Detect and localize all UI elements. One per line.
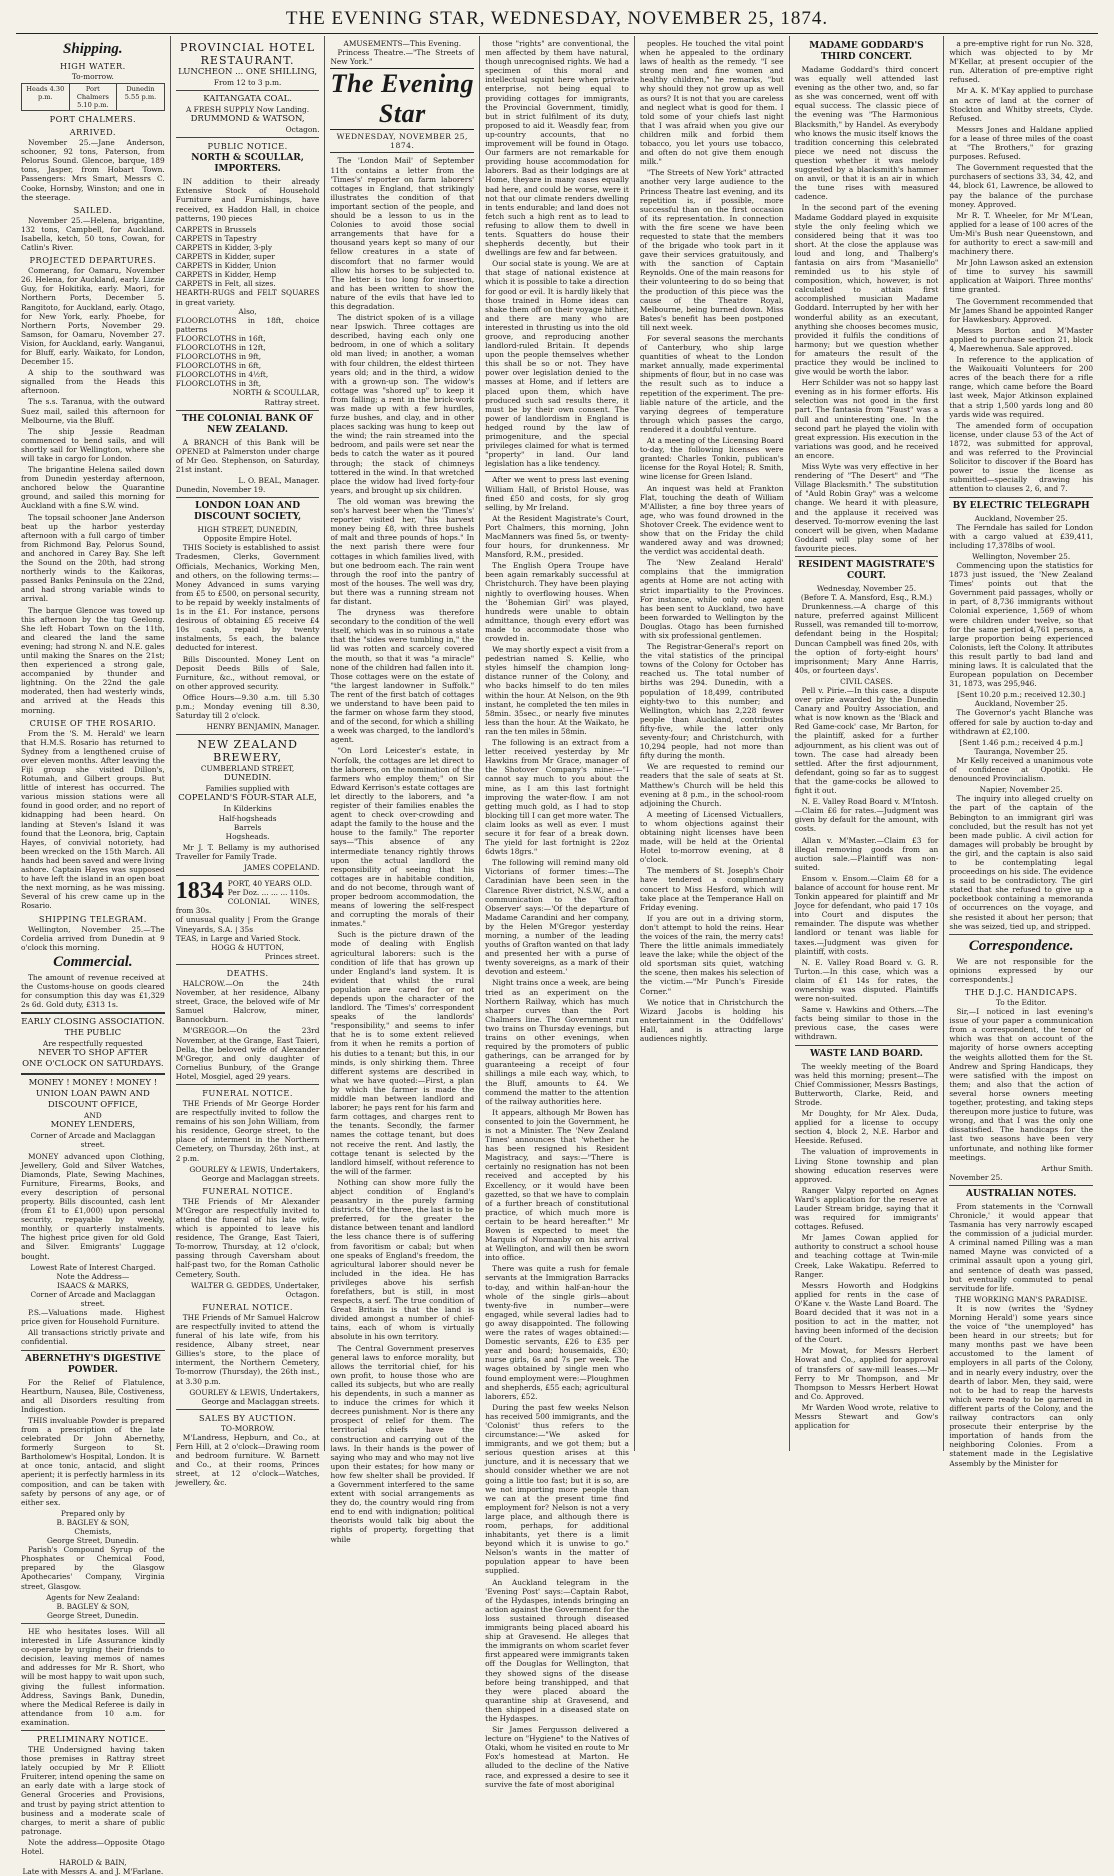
floorcloth-item: FLOORCLOTHS in 16ft,	[175, 333, 266, 343]
colonial-wines: COLONIAL WINES, from 30s.	[175, 897, 320, 916]
djc-date: November 25.	[949, 1172, 1003, 1182]
column-news-2	[635, 36, 790, 1451]
projected-heading: PROJECTED DEPARTURES.	[29, 255, 157, 266]
divider	[176, 1409, 320, 1410]
shipping-news-5: The topsail schooner Jane Anderson beat up the harbor yesterday afternoon with a full cargo of timber from Richmond Bay, Pelorus Sound, and anchored in Carey Bay. She left the Sound on the 20th, had strong northerly winds to the Kaikoras, passed Banks Peninsula on the 22nd, and had strong variable winds to arrival.	[21, 512, 165, 604]
waste-land-item: Mr Warden Wood wrote, relative to Messrs Stewart and Gow's application for	[794, 1402, 939, 1431]
news-item: The English Opera Troupe have been again remarkably successful at Christchurch. They have been playing nightly to overflowing houses. When the 'Bohemian Girl' was played, hundreds were unable to obtain admittance, though every effort was made to accommodate those who crowded in.	[485, 561, 629, 643]
leader-paragraph-1: The 'London Mail' of September 11th contains a letter from the 'Times's' reporter on farm laborers' cottages in England, that strikingly illustrates the condition of that important section of the people, and should be a lesson to us in the Colonies to avoid those social arrangements that have for a thousand years kept so many of our fellow creatures in a state of discomfort that no farmer would allow his horses to be subjected to. The letter is too long for insertion, and has been written to show the nature of the evils that have led to this degradation.	[330, 156, 475, 311]
arrived-heading: ARRIVED.	[69, 127, 116, 138]
divider	[176, 497, 320, 498]
news-item: After we went to press last evening William Hall, of Bristol House, was fined £50 and costs, for sly grog selling, by Mr Ireland.	[485, 475, 629, 512]
waste-land-item: Mr James Cowan applied for authority to construct a school house and teaching cottage at Twin-mile Creek, Lake Wakatipu. Referred to Ranger.	[794, 1233, 939, 1279]
telegraph-heading: BY ELECTRIC TELEGRAPH	[952, 500, 1090, 511]
divider	[21, 1623, 165, 1624]
port-year: 1834	[175, 878, 224, 905]
telegram-text: Mr Kelly received a unanimous vote of confidence at Opotiki. He denounced Provincialism.	[949, 755, 1094, 784]
floorcloth-item: FLOORCLOTHS in 4½ft,	[175, 370, 269, 380]
deaths-heading: DEATHS.	[226, 967, 269, 978]
column-shipping	[16, 36, 171, 1876]
newspaper-page	[16, 36, 1098, 1876]
goddard-concert-3: Herr Schilder was not so happy last evening as in his former efforts. His selection was not good in the first part. The fantasia from "Faust" was a dull and uninteresting one. In the second part he played the violin with great expression. His execution in the variations was good, and he received an encore.	[794, 378, 939, 460]
news-item: We may shortly expect a visit from a pedestrian named S. Kellie, who styles himself the champion long-distance runner of the Colony, and who backs himself to do ten miles within the hour. At Nelson, on the 9th instant, he completed the ten miles in 58min. 35sec., or nearly five minutes less than the hour. At the Waikato, he ran the ten miles in 58min.	[485, 645, 629, 736]
brewery-hogsheads: Hogsheads.	[225, 831, 270, 841]
bagley-chemists: Chemists,	[74, 1527, 112, 1536]
goddard-concert-4: Miss Wyte was very effective in her rendering of "The Desert" and "The Village Blacksmith." The substitution of "Auld Robin Gray" was a welcome change. We heard it with pleasure, and the applause it received was deserved. To-morrow evening the last concert will be given, when Madame Goddard will play some of her favourite pieces.	[794, 462, 939, 553]
waste-land-heading: WASTE LAND BOARD.	[810, 1048, 923, 1059]
funeral-notice-1-text: THE Friends of Mr George Horder are respectfully invited to follow the remains of his son John William, from his residence, George street, to the place of interment in the Northern Cemetery, on Thursday, 26th inst., at 2 p.m.	[175, 1098, 320, 1163]
carpet-item: CARPETS in Kidder, super	[175, 252, 275, 262]
hesitate-text: HE who hesitates loses. Will all interested in Life Assurance kindly co-operate by urging their friends to decision, leaving memos of names and addresses for Mr R. Short, who will be most happy to wait upon such, giving the fullest information. Address, Savings Bank, Dunedin, where the Medical Referee is daily in attendance from 10 a.m. for examination.	[21, 1626, 165, 1727]
section-correspondence-title: Correspondence.	[968, 937, 1074, 954]
cruise-heading: CRUISE OF THE ROSARIO.	[29, 717, 157, 728]
news-item: Night trains once a week, are being tried as an experiment on the Northern Railway, which has much sharper curves than the Port Chalmers line. The Government run two trains on Thursday evenings, but trains on other evenings, when required by the promoters of public gatherings, can be arranged for by guaranteeing a receipt of four shillings a mile each way, which, to the Bluff, amounts to £4. We commend the matter to the attention of the railway authorities here.	[485, 978, 629, 1106]
early-closing-heading: EARLY CLOSING ASSOCIATION.	[21, 1017, 165, 1028]
funeral-notice-1-signature: GOURLEY & LEWIS, Undertakers, George and Maclaggan streets.	[189, 1164, 320, 1183]
london-loan-heading: LONDON LOAN AND DISCOUNT SOCIETY,	[194, 501, 302, 523]
news-item: Sir James Fergusson delivered a lecture on "Hygiene" to the Natives of Otaki, whom he visited en route to Mr Fox's homestead at Marton. He alluded to the decline of the Native race, and expressed a desire to see it survive the fate of most aboriginal	[485, 1725, 629, 1789]
brewery-barrels: Barrels	[233, 822, 262, 832]
news-item: If you are out in a driving storm, don't attempt to hold the reins. Hear the voices of the rain, the merry cats! There the little animals immediately leave the lake; while the object of the old sportsman sits quiet, watching the scene, then makes his selection of the victim.—"Mr Punch's Fireside Corner."	[639, 913, 784, 996]
djc-signature: Arthur Smith.	[1041, 1163, 1094, 1173]
column-advertisements	[171, 36, 326, 1488]
floorcloths-list	[176, 316, 320, 389]
telegram-dateline: Auckland, November 25.	[974, 513, 1068, 523]
shipping-telegram-heading: SHIPPING TELEGRAM.	[38, 913, 147, 924]
carpet-item: CARPETS in Tapestry	[175, 233, 257, 243]
divider	[949, 497, 1093, 498]
harold-bain: HAROLD & BAIN,	[59, 1858, 127, 1868]
column-telegraph	[944, 36, 1098, 1468]
rm-court-before: (Before T. A. Mansford, Esq., R.M.)	[800, 593, 932, 603]
brewery-ale: COPELAND'S FOUR-STAR ALE,	[178, 793, 317, 804]
ad-kaitangata-coal	[176, 94, 320, 134]
carpet-item: CARPETS in Brussels	[175, 224, 257, 234]
divider	[176, 1084, 320, 1085]
public-notice-heading: PUBLIC NOTICE.	[207, 141, 288, 152]
goddard-concert-1: Madame Goddard's third concert was equally well attended last evening as the other two, and, so far as she was concerned, went off with equal success. The classic piece of the evening was "The Harmonious Blacksmith," by Handel. As everybody who knows the music itself knows the tradition concerning this celebrated piece we need not discuss the question whether it was melody suggested by a blacksmith's hammer on anvil, or that it is an air in which the tune rises with measured cadence.	[794, 65, 939, 202]
hogg-hutton: HOGG & HUTTON,	[211, 942, 284, 952]
union-corner: Corner of Arcade and Maclaggan street.	[30, 1131, 156, 1150]
prepared-by: Prepared only by	[60, 1508, 125, 1518]
carpet-item: CARPETS in Kidder, Hemp	[175, 270, 277, 280]
rm-court-date: Wednesday, November 25.	[816, 583, 917, 593]
telegram-text: The Ferndale has sailed for London with a cargo valued at £39,411, including 17,378lbs of wool.	[949, 522, 1094, 550]
hogg-hutton-address: Princes street.	[264, 951, 320, 961]
brewery-kilderkins: In Kilderkins	[223, 804, 272, 814]
waste-land-continued: a pre-emptive right for run No. 328, which was objected to by Mr M'Kellar, at present occupier of the run. Alteration of pre-emptive right refused.	[949, 39, 1094, 85]
floorcloth-item: FLOORCLOTHS in 6ft,	[175, 361, 262, 371]
rm-court-item: Drunkenness.—A charge of this nature, preferred against Millicent Russell, was remanded till to-morrow, defendant being in the Hospital; Duncan Campbell was fined 20s, with the option of forty-eight hours' imprisonment; Mary Anne Harris, 40s, or fourteen days'.	[794, 602, 939, 675]
telegram-text: Commencing upon the statistics for 1873 just issued, the 'New Zealand Times' points out that the Government paid passages, wholly or in part, of 8,736 immigrants without Colonial experience, 1,569 of whom were children under twelve, so that for the same period 4,761 persons, a large proportion being experienced Colonists, left the Colony. It attributes this result partly to bad land and mining laws. It is calculated that the European population on December 31, 1873, was 295,946.	[949, 560, 1094, 689]
waste-land-item: The weekly meeting of the Board was held this morning; present—The Chief Commissioner, Messrs Bastings, Butterworth, Clarke, Reid, and Strode.	[794, 1061, 939, 1107]
telegram-dateline: Auckland, November 25.	[974, 699, 1068, 709]
waste-land-continued: Messrs Jones and Haldane applied for a lease of three miles of the coast at "The Brothers," for grazing purposes. Refused.	[949, 124, 1094, 162]
sales-heading: SALES BY AUCTION.	[198, 1412, 297, 1423]
rm-court-heading: RESIDENT MAGISTRATE'S COURT.	[798, 559, 935, 581]
confidential-text: All transactions strictly private and confidential.	[21, 1328, 165, 1347]
dateline: WEDNESDAY, NOVEMBER 25, 1874.	[330, 132, 474, 153]
funeral-notice-3-heading: FUNERAL NOTICE.	[202, 1301, 293, 1312]
ad-provincial-hotel	[176, 41, 320, 87]
news-item: The following will remind many old Victorians of former times:—The Caradinian have been seen in the Clarence River district, N.S.W., and a communication to the 'Grafton Observer' says:—'Of the departure of Madame Carandini and her company, by the Helen M'Gregor yesterday morning, a number of the leading youths of Grafton wanted on that lady and presented her with a purse of twenty sovereigns, as a mark of their devotion and esteem.'	[485, 858, 629, 977]
also-label: Also,	[238, 306, 257, 316]
tide-port-chalmers: Port Chalmers 5.10 p.m.	[70, 84, 118, 110]
divider	[485, 471, 629, 472]
early-closing-line-4: ONE O'CLOCK ON SATURDAYS.	[22, 1059, 164, 1070]
leader-paragraph-6: Such is the picture drawn of the mode of dealing with English agricultural laborers: such is the condition of life that has grown up under England's land system. It is evident that whilst the rural population are cared for or not depends upon the character of the landlord. The 'Times's' correspondent speaks of the landlords' "responsibility," and seems to infer that he is to some extent relieved from it when he remits a portion of his duties to a tenant; but this, in our minds, is only shirking them. Three different systems are described in what we have quoted:—First, a plan by which the farmer is made the middle man between landlord and laborer; he pays rent for his farm and farm cottages, and charges rent to the tenants. Secondly, the farmer names the cottage tenant, but does not receive the rent. And lastly, the cottage tenant is selected by the landlord himself, without reference to the will of the farmer.	[330, 930, 475, 1176]
sailed-heading: SAILED.	[73, 204, 113, 215]
port-price: Per Doz. ... ... ... 110s.	[227, 888, 311, 898]
news-item: There was quite a rush for female servants at the Immigration Barracks to-day, and within half-an-hour the whole of the single girls—about twenty-five in number—were engaged, while several ladies had to go away disappointed. The following were the rates of wages obtained:—Domestic servants, £26 to £35 per year and board; housemaids, £30; nurse girls, 6s and 7s per week. The wages obtained by single men who found employment were:—Ploughmen and shepherds, £55 each; agricultural laborers, £52.	[485, 1264, 629, 1401]
djc-letter: Sir,—I noticed in last evening's issue of your paper a communication from a correspondent, the tenor of which was that on account of the majority of horse owners accepting the weights allotted them for the St. Andrew and Spring Handicaps, they were satisfied with the impost on them; and also that the action of several horse owners meeting together, protesting, and taking steps thereupon more justice to future, was wrong, and that I was the only one dissatisfied. The handicaps for the last two seasons have been very unfortunate, and nothing like former meetings.	[949, 1007, 1094, 1162]
masthead: THE EVENING STAR, WEDNESDAY, NOVEMBER 25, 1874.	[16, 8, 1098, 34]
floorcloth-item: FLOORCLOTHS in 9ft,	[175, 352, 262, 362]
australian-notes-2: It is now (writes the 'Sydney Morning Herald') some years since the voice of "the unemployed" has been heard in our streets; but for many months past we have been accustomed to the lament of employers in all parts of the Colony, and in nearly every industry, over the dearth of labor. Men, they said, were not to be had to reap the harvests which were ready to be garnered in different parts of the Colony, and the railway contractors can only prosecute their enterprise by the importation of hands from the neighboring Colonies. From a statement made in the Legislative Assembly by the Minister for	[949, 1303, 1094, 1468]
divider	[176, 137, 320, 138]
section-shipping-title: Shipping.	[63, 41, 123, 57]
early-closing-line-3: NEVER TO SHOP AFTER	[38, 1048, 148, 1059]
money-heading: MONEY ! MONEY ! MONEY !	[28, 1078, 158, 1089]
rm-court-item: Pell v. Pirie.—In this case, a dispute over prize awarded by the Dunedin Canary and Poultry Association, and what is now known as the 'Black and Red Game-cock' case, Mr Barton, for the plaintiff, asked for a further adjournment, as his client was out of town. The case had already been settled. After the first adjournment, defendant, going so far as to suggest that the game-cocks be allowed to fight it out.	[794, 686, 939, 796]
north-scoullar-text: IN addition to their already Extensive Stock of Household Furniture and Furnishings, have received, ex Haddon Hall, in choice patterns, 190 pieces	[175, 177, 320, 223]
cruise-text: From the 'S. M. Herald' we learn that H.M.S. Rosario has returned to Sydney from a lengthened cruise of over eleven months. After leaving the Fiji group she visited Dillon's, Rotumah, and Gilbert groups. But little of interest has occurred. The various mission stations were all found in good order, and no report of kidnapping had been heard. On landing at Steven's Island it was found that the Leonora, brig, Captain Hayes, of convivial notoriety, had been wrecked on the 15th March. All hands had been saved and were living ashore. Captain Hayes was supposed to have left the island in an open boat the next morning, as he was missing. Several of his crew came up in the Rosario.	[21, 728, 165, 911]
floorcloth-item: FLOORCLOTHS in 3ft,	[175, 379, 262, 389]
brewery-traveller: Mr J. T. Bellamy is my authorised Traveller for Family Trade.	[175, 842, 320, 861]
london-loan-text: THIS Society is established to assist Tradesmen, Clerks, Government Officials, Mechanics, Working Men, and others, on the following terms:— Money Advanced in sums varying from £5 to £500, on personal security, to be repaid by weekly instalments of 1s in the £1. For instance, persons desirous of obtaining £5 receive £4 10s cash, repaid by twenty instalments, 5s each, the balance deducted for interest.	[175, 543, 320, 653]
waste-land-item: Mr Mowat, for Messrs Herbert Howat and Co., applied for approval of transfers of saw-mill leases.—Mr Ferry to Mr Thompson, and Mr Thompson to Messrs Herbert Howat and Co. Approved.	[794, 1346, 939, 1401]
preliminary-heading: PRELIMINARY NOTICE.	[36, 1733, 149, 1744]
column-news-1	[480, 36, 635, 1789]
waste-land-continued: Mr John Lawson asked an extension of time to survey his sawmill application at Waipori. Three months' time granted.	[949, 258, 1094, 295]
telegram-text: The inquiry into alleged cruelty on the part of the captain of the Bebington to an immigrant girl was concluded, but the result has not yet been made public. A civil action for damages will probably be brought by the girl, and the captain is also said to be contemplating legal proceedings on his side. The evidence is said to be contradictory. The girl stated that she refused to give up a pocketbook containing a memoranda of occurrences on the voyage, and she resisted it about her person; that she was seized, tied up, and stripped.	[949, 794, 1094, 931]
waste-land-continued: The amended form of occupation license, under clause 53 of the Act of 1872, was submitted for approval, and was referred to the Provincial Solicitor to discover if the Board has power to issue the license as submitted—specially drawing his attention to clauses 2, 6, and 7.	[949, 420, 1094, 494]
carpet-item: CARPETS in Kidder, 3-ply	[175, 242, 273, 252]
rm-court-item: Allan v. M'Master.—Claim £3 for illegal removing goods from an auction sale.—Plaintiff was non-suited.	[794, 835, 939, 872]
divider	[176, 90, 320, 91]
waste-land-continued: In reference to the application of the Waikouaiti Volunteers for 200 acres of the beach there for a rifle range, which came before the Board last week, Major Atkinson explained that a strip 1,500 yards long and 80 yards wide was required.	[949, 355, 1094, 419]
nameplate: The Evening Star	[330, 69, 475, 129]
leader-paragraph-5: "On Lord Leicester's estate, in Norfolk, the cottages are let direct to the laborers, on the nomination of the farmers who employ them;" on Sir Edward Kerrison's estate cottages are let directly to the laborers, and "a register of their families enables the agent to check over-crowding and adapt the family to the house and the house to the family." The reporter says—"This absence of any intermediate tenancy rightly throws upon the actual landlord the responsibility of seeing that his cottages are in habitable condition, and do not become, through want of proper bedroom accommodation, the means of lowering the self-respect and corrupting the morals of their inmates."	[330, 746, 475, 929]
funeral-notice-3-text: THE Friends of Mr Samuel Halcrow are respectfully invited to attend the funeral of his late wife, from his residence, Albany street, near Gillies's store, to the place of interment, the Northern Cemetery, To-morrow (Thursday), the 26th inst., at 3.30 p.m.	[175, 1312, 320, 1386]
early-closing-line-1: THE PUBLIC	[64, 1028, 122, 1039]
shipping-telegram-text: Wellington, November 25.—The Cordelia arrived from Dunedin at 9 o'clock this morning.	[21, 924, 165, 952]
isaacs-marks: ISAACS & MARKS,	[56, 1280, 129, 1290]
abernethy-sub: For the Relief of Flatulence, Heartburn, Nausea, Bile, Costiveness, and all Disorders resulting from Indigestion.	[21, 1377, 165, 1414]
australian-notes-subheading: THE WORKING MAN'S PARADISE.	[954, 1294, 1088, 1304]
divider	[21, 1350, 165, 1351]
colonial-bank-text: A BRANCH of this Bank will be OPENED at Palmerston under charge of Mr Geo. Stephenson, on Saturday, 21st instant.	[175, 437, 320, 474]
death-notice-1: HALCROW.—On the 24th November, at her residence, Albany street, Grace, the beloved wife of Mr Samuel Halcrow, miner, Bannockburn.	[175, 978, 320, 1025]
telegram-dateline: Wellington, November 25.	[972, 551, 1071, 561]
parish-text: Parish's Compound Syrup of the Phosphates or Chemical Food, prepared by the Glasgow Apothecaries' Company, Virginia street, Glasgow.	[21, 1545, 165, 1591]
news-item: For several seasons the merchants of Canterbury, who ship large quantities of wheat to the London market annually, made experimental shipments of flour, but in no case was the result such as to induce a repetition of the experiment. The pre-liable nature of the article, and the varying degrees of temperature through which passes the cargo, rendered it a doubtful venture.	[639, 334, 784, 434]
sailed-text: November 25.—Helena, brigantine, 132 tons, Campbell, for Auckland. Isabella, ketch, 50 tons, Cowan, for Catlin's River.	[21, 215, 165, 253]
port-heading: PORT, 40 YEARS OLD.	[227, 879, 313, 889]
shipping-news-3: The ship Jessie Readman commenced to bend sails, and will shortly sail for Wellington, where she will take in cargo for London.	[21, 426, 165, 463]
bagley-name: B. BAGLEY & SON,	[56, 1517, 130, 1527]
correspondence-note: We are not responsible for the opinions expressed by our correspondents.]	[949, 956, 1094, 984]
waste-land-continued: Messrs Borton and M'Master applied to purchase section 21, block 4, Maerewhenua. Sale approved.	[949, 325, 1094, 353]
bagley-street: George Street, Dunedin.	[46, 1536, 139, 1546]
shipping-news-6: The barque Glencoe was towed up this afternoon by the tug Geelong. She left Hobart Town on the 11th, and cleared the land the same evening; had strong N. and N.E. gales until making the Snares on the 21st; then experienced a strong gale, accompanied by thunder and lightning. On the 22nd the gale moderated, then had westerly winds, and arrived at the Heads this morning.	[21, 605, 165, 715]
news-item: It appears, although Mr Bowen has consented to join the Government, he is not a Minister. The 'New Zealand Times' announces that 'whether he has been resigned his Resident Magistracy, and says:—"There is certainly no resignation has not been received and accepted by his Excellency, or it would have been gazetted, so that we have to complain of a further breach of constitutional practice, of which much more is certain to be heard hereafter."' Mr Bowen is expected to meet the Marquis of Normanby on his arrival at Wellington, and will then be sworn into office.	[485, 1107, 629, 1263]
carpet-item: CARPETS in Felt, all sizes.	[175, 279, 276, 289]
waste-land-continued: Mr A. K. M'Kay applied to purchase an acre of land at the corner of Stockton and Whitby streets, Clyde. Refused.	[949, 86, 1094, 123]
telegram-sent: [Sent 10.20 p.m.; received 12.30.]	[957, 690, 1086, 700]
leader-paragraph-4: The dryness was therefore secondary to the condition of the well itself, which was in so ruinous a state that the "sides were tumbling in," the lid was rotten and scarcely covered the mouth, so that it was "a miracle" none of the children had fallen into it. Those cottages were on the estate of "the largest landowner in Suffolk." The rent of the first batch of cottages we understand to have been paid to the farmer on whose farm they stood, and of the second, for which a shilling a week was charged, to the landlord's agent.	[330, 608, 475, 745]
death-notice-2: M'GREGOR.—On the 23rd November, at the Grange, East Taieri, Della, the beloved wife of Alexander M'Gregor, and only daughter of Cornelius Bunbury, of the Grange Hotel, Mosgiel, aged 29 years.	[175, 1026, 320, 1081]
divider	[176, 964, 320, 965]
hotel-heading: PROVINCIAL HOTEL RESTAURANT.	[179, 41, 316, 67]
agents-heading: Agents for New Zealand:	[46, 1592, 140, 1602]
waste-land-continued: The Government recommended that Mr James Shand be appointed Ranger for Hawkesbury. Approved.	[949, 296, 1094, 324]
carpet-item: CARPETS in Kidder, Union	[175, 261, 277, 271]
waste-land-item: Ranger Valpy reported on Agnes Ward's application for the reserve at Lauder Stream bridge, saying that it was required for immigrants' cottages. Refused.	[794, 1185, 939, 1232]
colonial-bank-signature: L. O. BEAL, Manager.	[238, 476, 320, 485]
luncheon-line: LUNCHEON ... ONE SHILLING,	[178, 67, 318, 77]
sales-text: M'Landress, Hepburn, and Co., at Fern Hill, at 2 o'clock—Drawing room and bedroom furniture. W. Barnett and Co., at their rooms, Princes street, at 12 o'clock—Watches, jewellery, &c.	[175, 1432, 320, 1488]
union-lenders: MONEY LENDERS,	[50, 1120, 136, 1131]
goddard-concert-2: In the second part of the evening Madame Goddard played in exquisite style the only feeling which we considered being that it was too short. At the close the applause was loud and long, and Thalberg's fantasia on airs from "Masaniello" reminded us to his style of composition, which, however, is not calculated to attain first accomplished musician Madame Goddard. Interrupted by her with her wonderful ability as an executant, anything she chooses becomes music, provided it fulfils the conditions of harmony; but we question whether for amateurs the result of the practice they would be inclined to give would be worth the labor.	[794, 203, 939, 377]
news-item: The 'New Zealand Herald' complains that the immigration agents at Home are not acting with strict impartiality to the Provinces. For instance, while only one agent has been sent to Auckland, two have been forwarded to Wellington by the Douglas. Otago has been furnished with six professional gentlemen.	[639, 558, 784, 640]
shipping-news-1: A ship to the southward was signalled from the Heads this afternoon.	[21, 368, 165, 396]
djc-heading: THE D.J.C. HANDICAPS.	[964, 987, 1078, 997]
brewery-signature: JAMES COPELAND.	[243, 863, 320, 872]
abernethy-heading: ABERNETHY'S DIGESTIVE POWDER.	[24, 1353, 161, 1375]
london-loan-address: HIGH STREET, DUNEDIN,	[197, 525, 298, 535]
waste-land-item: Messrs Howorth and Hodgkins applied for rents in the case of O'Kane v. the Waste Land Board. The Board decided that it was not in a position to act in the matter, not having been informed of the decision of the Court.	[794, 1280, 939, 1345]
leader-continued-1: those "rights" are conventional, the men affected by them have natural, though unrecognised rights. We had a specimen of this moral and intellectual squint here when private enterprise, not being equal to providing cottages for immigrants, the Provincial Government, timidly, but in strict fulfilment of its duty, proposed to aid it. Weasdly fear, from up-country accounts, that no improvement will be found in Otago. Our farmers are not remarkable for providing house accommodation for laborers. Bad as their lodgings are at Home, theyare in many cases equally bad here, and could be worse, were it not that our climate renders dwelling in tents endurable; and land does not fetch such a high rent as to lead to refusing to allow them to dwell in tents. Squatters do house their shepherds decently, but their dwellings are few and far between.	[485, 39, 629, 258]
leader-paragraph-7: Nothing can show more fully the abject condition of England's peasantry in the purely farming districts. Of the three, the last is to be preferred, for the greater the distance between tenant and landlord the less chance there is of suffering from favoritism or cabal; but when one speaks of England's freedom, the agricultural laborer should never be included in the idea. He has privileges above his serfish forefathers, but is still, in most respects, a serf. The true condition of Great Britain is that the land is divided amongst a number of chief-tains, each of whom is virtually absolute in his own territory.	[330, 1177, 475, 1342]
teas-line: TEAS, in Large and Varied Stock.	[175, 933, 301, 943]
column-reports	[790, 36, 945, 1451]
colonial-bank-date: Dunedin, November 19.	[175, 485, 266, 495]
early-closing-line-2: Are respectfully requested	[42, 1039, 143, 1049]
news-item: "The Streets of New York" attracted another very large audience to the Princess Theatre last evening, and its repetition is, if possible, more successful than on the first occasion of its representation. In connection with the fire scene we have been requested to state that the members of the brigade who took part in it gave their services gratuitously, and with the sanction of Captain Reynolds. One of the main reasons for their volunteering to do so being that the production of this piece was the cause of the Theatre Royal, Melbourne, being burned down. Miss Bates's benefit has been postponed till next week.	[639, 168, 784, 332]
preliminary-text: THE Undersigned having taken those premises in Rattray street lately occupied by Mr P. Elliott Fruiterer, intend opening the same on an early date with a large stock of General Groceries and Provisions, and trust by paying strict attention to business and a moderate scale of charges, to merit a share of public patronage.	[21, 1744, 165, 1836]
news-item: The members of St. Joseph's Choir have tendered a complimentary concert to Miss Hesford, which will take place at the Temperance Hall on Friday evening.	[639, 866, 784, 912]
rm-court-item: Ensom v. Ensom.—Claim £8 for a balance of account for house rent. Mr Tonkin appeared for plaintiff and Mr Joyce for defendant, who paid 17 10s into Court and disputes the remainder. The dispute was whether landlord or tenant was liable for taxes.—Judgment was given for plaintiff, with costs.	[794, 873, 939, 956]
london-loan-manager: HENRY BENJAMIN, Manager.	[206, 722, 320, 732]
news-item: A meeting of Licensed Victuallers, to whom objections against their obtaining night licenses have been made, will be held at the Oriental Hotel to-morrow evening, at 8 o'clock.	[639, 809, 784, 865]
divider	[176, 410, 320, 411]
colonial-bank-heading: THE COLONIAL BANK OF NEW ZEALAND.	[181, 413, 314, 435]
waste-land-continued: The Government requested that the purchasers of sections 33, 34, 42, and 44, block 61, Lawrence, be allowed to pay the balance of the purchase money. Approved.	[949, 163, 1094, 209]
goddard-concert-heading: MADAME GODDARD'S THIRD CONCERT.	[809, 41, 924, 62]
tide-sub: To-morrow.	[71, 72, 114, 81]
divider	[21, 1730, 165, 1731]
abernethy-text: THIS invaluable Powder is prepared from a prescription of the late celebrated Dr John Abernethy, formerly Surgeon to St. Bartholomew's Hospital, London. It is at once tonic, antacid, and slight aperient; it is perfectly harmless in its composition, and can be taken with safety by persons of any age, or of either sex.	[21, 1415, 165, 1507]
ad-union-loan	[21, 1078, 165, 1149]
news-item: peoples. He touched the vital point when he appealed to the ordinary laws of health as the remedy. "I see strong men and fine women and healthy children," he remarks, "but why should they not grow up as well as ours? It is not that you are careless and neglect what is good for them. I told some of your chiefs last night that I was afraid when you give our children milk and forbid them tobacco, you let yours use tobacco, and often do not give them enough milk."	[639, 39, 784, 167]
bagley-street-2: George Street, Dunedin.	[46, 1610, 139, 1620]
brewery-families: Families supplied with	[205, 784, 290, 794]
divider	[795, 1045, 939, 1046]
australian-notes-1: From statements in the 'Cornwall Chronicle,' it would appear that Tasmania has very narrowly escaped the commission of a judicial murder. A criminal named Pilling was a man named Mayne was convicted of a criminal assault upon a young girl, and sentence of death was passed, but eventually commuted to penal servitude for life.	[949, 1201, 1094, 1293]
news-item: The following is an extract from a letter received yesterday by Mr Hawkins from Mr Grace, manager of the Shotover Company's mine:—"I cannot say much to you about the mine, as I am this last fortnight improving the water-flow. I am not getting much gold, as I had to stop blocking till I can get more water. The claim looks as well as ever. I must secure it for fear of a break down. The yield for last fortnight is 22oz 6dwts 18grs."	[485, 738, 629, 857]
rm-court-item: N. E. Valley Road Board v. M'Intosh.—Claim £6 for rates.—Judgment was given by default for the amount, with costs.	[794, 797, 939, 834]
port-heading: PORT CHALMERS.	[49, 114, 137, 125]
note-address: Note the Address—	[56, 1271, 130, 1281]
amusements-heading: AMUSEMENTS—This Evening.	[343, 39, 462, 48]
leader-paragraph-2: The district spoken of is a village near Ipswich. Three cottages are described, having each only one bedroom, in one of which a solitary old man lived; in another, a woman with four children, the eldest thirteen years old; and in the third, a widow with a grown-up son. The widow's cottage was "shored up" to keep it from falling; a rent in the brick-work was made up with a few hurdles, furze bushes, and clay, and in other places sacking was hung to keep out the wind; the rain streamed into the bedroom, and pails were set near the beds to catch the water as it poured through; the stack of chimneys tottered in the wind. In that wretched place the widow had lived forty-four years, and brought up six children.	[330, 313, 475, 495]
brewery-city: DUNEDIN.	[223, 773, 272, 784]
brewery-street: CUMBERLAND STREET,	[200, 764, 295, 774]
bagley-name-2: B. BAGLEY & SON,	[56, 1601, 130, 1611]
carpets-list	[176, 225, 320, 307]
luncheon-time: From 12 to 3 p.m.	[213, 78, 282, 87]
london-loan-hours: Office Hours—9.30 a.m. till 5.30 p.m.; Monday evening till 8.30, Saturday till 2 o'clock.	[175, 692, 320, 721]
news-item: During the past few weeks Nelson has received 500 immigrants, and the 'Colonist' thus refers to the circumstance:—"We asked for immigrants, and we got them; but a serious question arises at this juncture, and it is necessary that we should consider whether we are not going a little too fast; but it is so, are we not importing more people than we can at the present time find employment for? Nelson is not a very large place, and although there is room, perhaps, for additional inhabitants, yet there is a limit beyond which it is unwise to go." Nelson's wants in the matter of population appear to have been supplied.	[485, 1402, 629, 1576]
rm-court-item: Same v. Hawkins and Others.—The facts being similar to those in the previous case, the cases were withdrawn.	[794, 1005, 939, 1042]
funeral-notice-2-text: THE Friends of Mr Alexander M'Gregor are respectfully invited to attend the funeral of his late wife, which is appointed to leave his residence, The Grange, East Taieri, To-morrow, Thursday, at 12 o'clock, passing through Caversham about half-past two, for the Roman Catholic Cemetery, South.	[175, 1196, 320, 1279]
leader-paragraph-8: The Central Government preserves general laws to enforce morality, but allows the territorial chief, for his own profit, to house those who are called its subjects, but who are really his dependents, in such a manner as to induce the crimes for which it decrees punishment. Nor is there any prospect of relief for them. The territorial chiefs have the construction and carrying out of the laws. In their hands is the power of saying who may and who may not live upon their estates; for how many or how few shelter shall be provided. If a Government interfered to the same extent with social arrangements as they do, the country would ring from end to end with indignation; political theorists would talk big about the rights of property, forgetting that while	[330, 1343, 475, 1544]
shipping-news-4: The brigantine Helena sailed down from Dunedin yesterday afternoon, anchored below the Quarantine ground, and sailed this morning for Auckland with a fine S.W. wind.	[21, 465, 165, 511]
news-item: We notice that in Christchurch the Wizard Jacobs is holding his entertainment in the Oddfellows' Hall, and is attracting large audiences nightly.	[639, 997, 784, 1044]
north-scoullar-signature: NORTH & SCOULLAR,	[232, 388, 320, 398]
funeral-notice-1-heading: FUNERAL NOTICE.	[202, 1087, 293, 1098]
tide-heading: HIGH WATER.	[59, 61, 126, 71]
column-leader	[325, 36, 480, 1544]
divider	[176, 875, 320, 876]
telegram-sent: [Sent 1.46 p.m.; received 4 p.m.]	[959, 737, 1083, 747]
london-loan-opposite: Opposite Empire Hotel.	[203, 534, 292, 544]
union-heading: UNION LOAN PAWN AND DISCOUNT OFFICE,	[35, 1089, 150, 1111]
preliminary-address: Note the address—Opposite Otago Hotel.	[21, 1837, 165, 1856]
divider	[21, 1012, 165, 1014]
ad-early-closing	[21, 1017, 165, 1070]
carpet-item: HEARTH-RUGS and FELT SQUARES in great variety.	[175, 288, 320, 307]
news-item: At the Resident Magistrate's Court, Port Chalmers, this morning, John MacManners was fined 5s, or twenty-four hours, for drunkenness. Mr Mansford, R.M., presided.	[485, 513, 629, 560]
leader-paragraph-3: The old woman was brewing the son's harvest beer when the 'Times's' reporter visited her, "his harvest money being £8, with three bushels of malt and three pounds of hops." In the next parish there were four cottages in which families lived, with but one bedroom each. The rain went through the roof into the pantry of most of the houses. The well was dry, but there was a running stream not far distant.	[330, 496, 475, 606]
divider	[795, 556, 939, 557]
union-and: AND	[83, 1111, 102, 1121]
funeral-notice-2-heading: FUNERAL NOTICE.	[202, 1185, 293, 1196]
ad-port-wine	[175, 878, 320, 905]
tide-dunedin: Dunedin 5.55 p.m.	[124, 85, 157, 102]
valuations-text: P.S.—Valuations made. Highest price given for Household Furniture.	[21, 1308, 165, 1327]
floorcloth-item: FLOORCLOTHS in 12ft,	[175, 342, 266, 352]
amusements-text: Princess Theatre.—"The Streets of New York."	[330, 48, 475, 67]
commercial-text: The amount of revenue received at the Customs-house on goods cleared for consumption this day was £1,329 2s 6d. Gold duty, £313 1s.	[21, 972, 165, 1010]
coal-fresh: A FRESH SUPPLY Now Landing.	[186, 105, 310, 115]
coal-heading: KAITANGATA COAL.	[203, 94, 292, 105]
news-item: The Registrar-General's report on the vital statistics of the principal towns of the Colony for October has reached us. The total number of births was 294. Dunedin, with a population of 18,499, contributed eighty-two to this number; and Wellington, which has 2,228 fewer people than Auckland, contributes fifty-five, while the latter only seventy-four; and Christchurch, with 10,294 people, had not more than fifty during the month.	[639, 642, 784, 761]
waste-land-continued: Mr R. T. Wheeler, for Mr M'Lean, applied for a lease of 100 acres of the Um-Mi's Bush near Queenstown, and for authority to erect a saw-mill and machinery there.	[949, 210, 1094, 257]
leader-continued-2: Our social state is young. We are at that stage of national existence at which it is possible to take a direction for good or evil. It is hardly likely that those trained in Home ideas can shake them off on their voyage hither, and there are many who are interested in thrusting us into the old groove, and reproducing another landlord-ruled Britain. It depends upon the people themselves whether this shall be so or not. They have power over legislation denied to the masses at Home, and if letters are placed upon them, which have produced such sad results there, it must be by their own consent. The power of landlordism in England is hedged round by the law of primogeniture, and the special privileges claimed for what is termed "property" in land. Our land legislation has a like tendency.	[485, 259, 629, 469]
london-loan-bills: Bills Discounted. Money Lent on Deposit Deeds Bills of Sale, Furniture, &c., without removal, or on other approved security.	[175, 654, 320, 691]
floorcloth-item: FLOORCLOTHS in 18ft, choice patterns	[175, 315, 320, 334]
drummond-watson: DRUMMOND & WATSON,	[190, 114, 305, 125]
australian-notes-heading: AUSTRALIAN NOTES.	[966, 1188, 1077, 1199]
divider	[949, 1185, 1093, 1186]
waste-land-item: The valuation of improvements in Living Stone township and plan showing education reserves were approved.	[794, 1147, 939, 1184]
waste-land-item: Mr Doughty, for Mr Alex. Duda, applied for a license to occupy section 4, block 2, N.E. Harbor and Heeside. Refused.	[794, 1109, 939, 1146]
divider	[176, 734, 320, 735]
telegram-text: The Governor's yacht Blanche was offered for sale by auction to-day and withdrawn at £2,100.	[949, 708, 1094, 736]
telegram-dateline: Napier, November 25.	[979, 785, 1063, 795]
tide-table	[21, 83, 165, 111]
shipping-news-2: The s.s. Taranua, with the outward Suez mail, sailed this afternoon for Melbourne, via the Bluff.	[21, 397, 165, 425]
ad-nz-brewery	[176, 738, 320, 841]
lowest-rate: Lowest Rate of Interest Charged.	[30, 1262, 156, 1272]
north-scoullar-address: Rattray street.	[264, 397, 320, 407]
isaacs-address: Corner of Arcade and Maclaggan street.	[30, 1289, 156, 1309]
drummond-octagon: Octagon.	[285, 125, 320, 135]
telegram-dateline: Tauranga, November 25.	[974, 746, 1068, 756]
news-item: An Auckland telegram in the 'Evening Post' says:—Captain Rabot, of the Hydaspes, intends bringing an action against the Government for the loss sustained through diseased immigrants being placed aboard his ship at Gravesend. He alleges that the immigrants on whom scarlet fever first appeared were immigrants taken off the Douglas for Wellington, that they showed signs of the disease before being transhipped, and that they were placed aboard the quarantine ship at Gravesend, and then shipped in a diseased state on the Hydaspes.	[485, 1577, 629, 1723]
rm-civil-heading: CIVIL CASES.	[840, 676, 893, 686]
brewery-heading: NEW ZEALAND BREWERY,	[197, 738, 298, 765]
funeral-notice-2-signature: WALTER G. GEDDES, Undertaker, Octagon.	[191, 1280, 320, 1299]
news-item: An inquest was held at Frankton Flat, touching the death of William M'Allister, a fine boy three years of age, who was found drowned in the Shotover Creek. The evidence went to show that on the Friday the child wandered away and was drowned; the verdict was accidental death.	[639, 483, 784, 557]
news-item: We are requested to remind our readers that the sale of seats at St. Matthew's Church will be held this evening at 8 p.m., in the school-room adjoining the Church.	[639, 762, 784, 808]
rm-court-item: N. E. Valley Road Board v. G. R. Turton.—In this case, which was a claim of £1 14s for rates, the ownership was disputed. Plaintiffs were non-suited.	[794, 957, 939, 1004]
money-text: MONEY advanced upon Clothing, Jewellery, Gold and Silver Watches, Diamonds, Plate, Sewing Machines, Furniture, Firearms, Books, and every description of personal property. Bills discounted, cash lent (from £1 to £1,000) upon personal security, repayable by weekly, monthly, or quarterly instalments. The highest price given for old Gold and Silver. Emigrants' Luggage bought.	[21, 1151, 165, 1261]
section-commercial-title: Commercial.	[53, 953, 133, 970]
news-item: At a meeting of the Licensing Board to-day, the following licenses were granted: Charles Tonkin, publican's license for the Royal Hotel; R. Smith, wine license for Green Island.	[639, 436, 784, 482]
north-scoullar-heading: NORTH & SCOULLAR, IMPORTERS.	[191, 153, 304, 175]
tide-heads: Heads 4.30 p.m.	[22, 84, 70, 110]
funeral-notice-3-signature: GOURLEY & LEWIS, Undertakers, George and Maclaggan streets.	[189, 1387, 320, 1406]
harold-bain-late: Late with Messrs A. and J. M'Farlane.	[22, 1867, 164, 1876]
projected-text: Comerang, for Oamaru, November 26. Helena, for Auckland, early. Lizzie Guy, for Hokitika, early. Maori, for Northern Ports, December 5. Rangitoto, for Auckland, early. Otago, for New York, early. Phoebe, for Northern Ports, November 29. Samson, for Oamaru, November 27. Vision, for Auckland, early. Wanganui, for Bluff, early. Waikato, for London, December 15.	[21, 266, 165, 367]
djc-to-editor: To the Editor.	[995, 998, 1047, 1007]
divider	[21, 1073, 165, 1075]
arrived-text: November 25.—Jane Anderson, schooner, 92 tons, Paterson, from Pelorus Sound. Glencoe, barque, 189 tons, Jasper, from Hobart Town. Passengers: Mrs Smart, Messrs C. Cooke, Hornsby, Winston; and one in the steerage.	[21, 138, 165, 202]
divider	[949, 934, 1093, 935]
sales-sub: TO-MORROW.	[220, 1423, 275, 1433]
wines-quality: of unusual quality | From the Grange Vineyards, S.A. | 35s	[175, 915, 320, 934]
brewery-halfhogs: Half-hogsheads	[218, 813, 277, 823]
